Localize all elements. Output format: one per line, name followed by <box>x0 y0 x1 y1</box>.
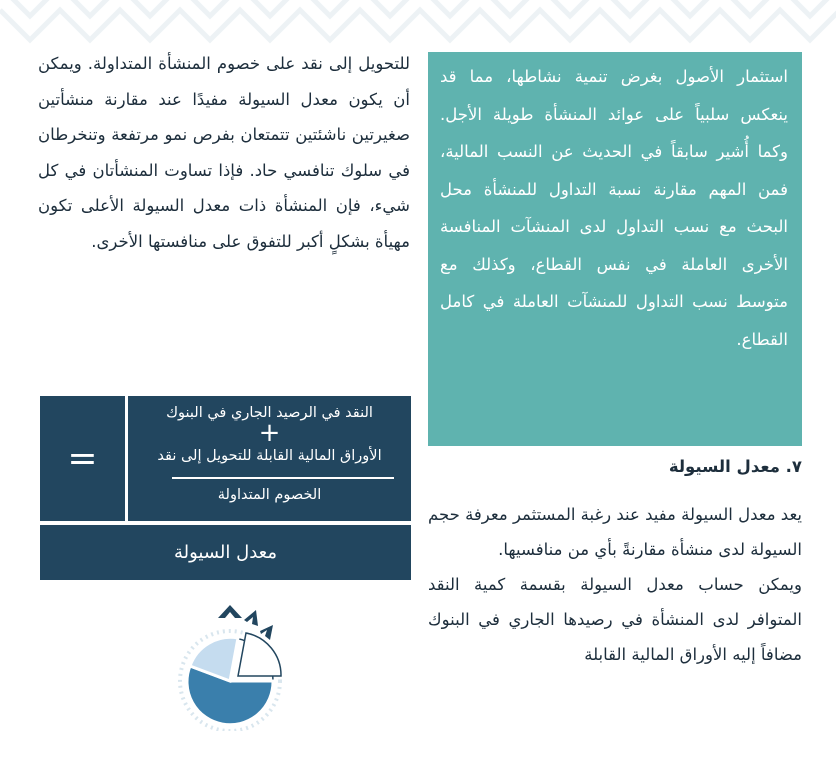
formula-denominator: الخصوم المتداولة <box>217 487 322 503</box>
teal-callout-text: استثمار الأصول بغرض تنمية نشاطها، مما قد ينعكس سلبياً على عوائد المنشأة طويلة الأجل. وكما أُشير سابقاً في الحديث عن النسب المالية، فمن المهم مقارنة نسبة التداول للمنشأة محل البحث مع نسب التداول لدى المنشآت المنافسة الأخرى العاملة في نفس القطاع، وكذلك مع متوسط نسب التداول للمنشآت العاملة في كامل القطاع. <box>440 67 788 349</box>
right-column-body <box>428 497 802 672</box>
formula-table <box>40 396 411 521</box>
pie-slice-exploded <box>238 633 281 676</box>
teal-callout-box <box>428 52 802 446</box>
formula-numerator-term-2: الأوراق المالية القابلة للتحويل إلى نقد <box>157 448 382 464</box>
left-column-paragraph: للتحويل إلى نقد على خصوم المنشأة المتداولة. ويمكن أن يكون معدل السيولة مفيدًا عند مقارنة منشأتين صغيرتين ناشئتين تتمتعان بفرص نمو مرتفعة وتنخرطان في سلوك تنافسي حاد. فإذا تساوت المنشأتان في كل شيء، فإن المنشأة ذات معدل السيولة الأعلى تكون مهيأة بشكلٍ أكبر للتفوق على منافستها الأخرى. <box>38 54 410 251</box>
formula-plus-sign: + <box>258 418 281 448</box>
fraction-bar <box>172 477 394 479</box>
equals-sign: = <box>67 438 98 479</box>
pie-chart-icon <box>160 596 300 731</box>
liquidity-paragraph-1: يعد معدل السيولة مفيد عند رغبة المستثمر معرفة حجم السيولة لدى منشأة مقارنةً بأي من منافسيها. <box>428 505 802 559</box>
formula-numerator-term-1: النقد في الرصيد الجاري في البنوك <box>166 405 373 421</box>
liquidity-paragraph-2: ويمكن حساب معدل السيولة بقسمة كمية النقد المتوافر لدى المنشأة في رصيدها الجاري في البنوك مضافاً إليه الأوراق المالية القابلة <box>428 575 802 664</box>
formula-result-label: معدل السيولة <box>40 525 411 580</box>
section-heading: ٧. معدل السيولة <box>668 457 802 476</box>
